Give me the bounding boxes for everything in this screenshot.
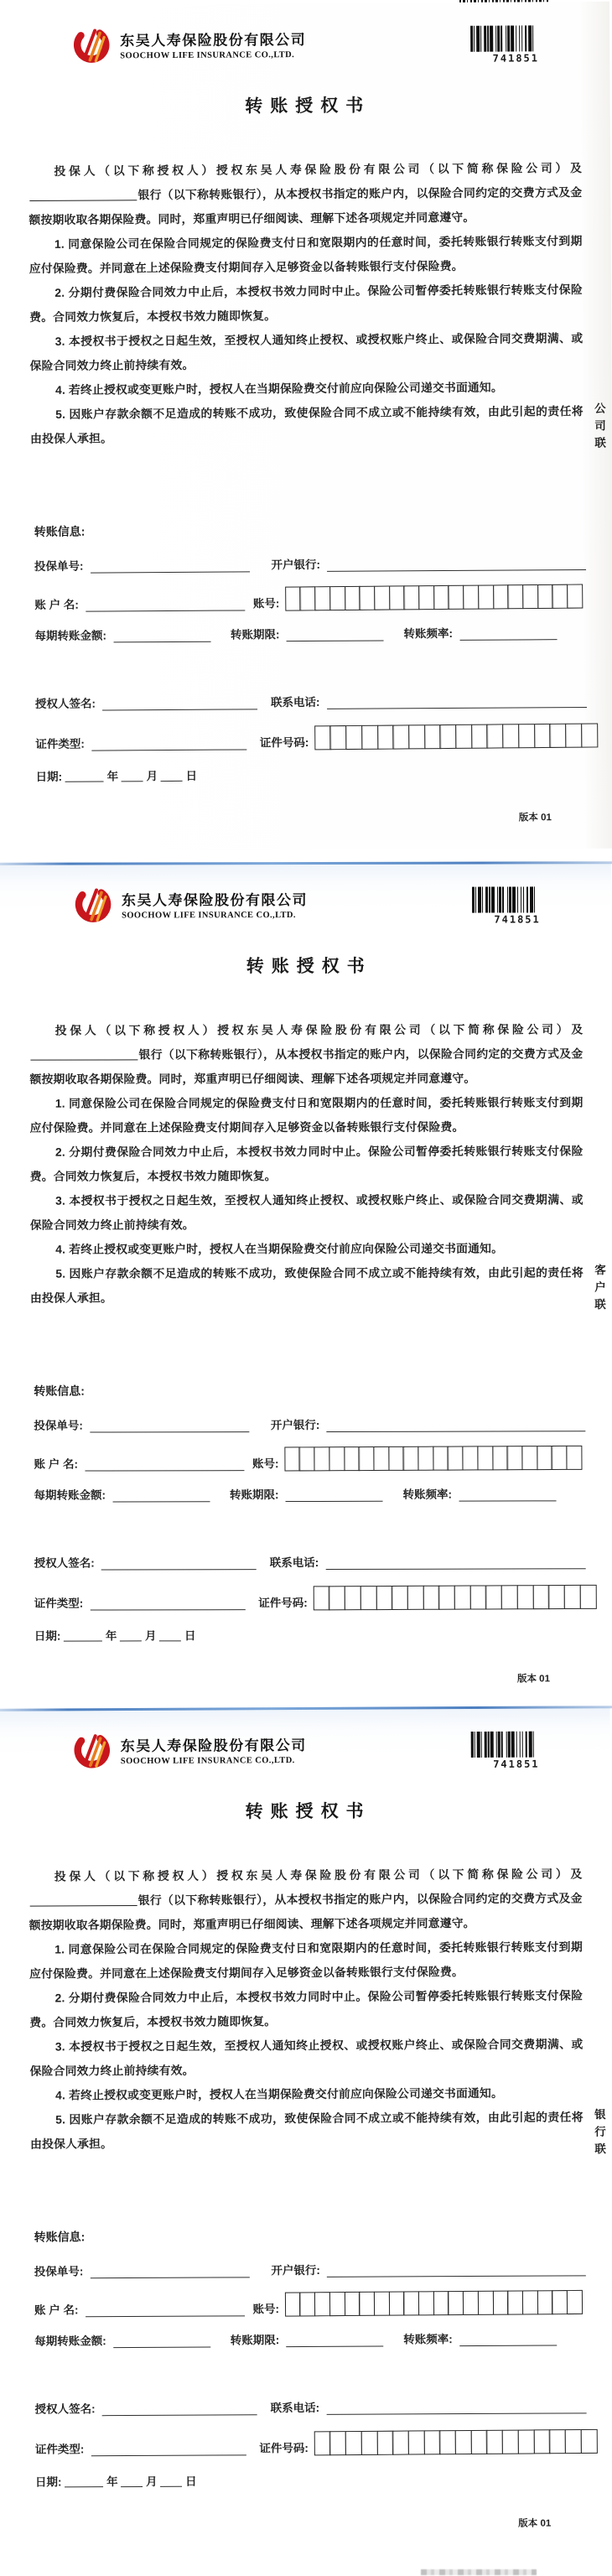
- digit-box: [424, 724, 441, 749]
- digit-box: [359, 1446, 375, 1471]
- company-name-block: [120, 28, 306, 60]
- digit-box: [359, 586, 375, 610]
- year-blank: [65, 2475, 103, 2487]
- intro-paragraph: [29, 1017, 583, 1091]
- digit-box: [537, 1446, 552, 1470]
- digit-box: [518, 2429, 535, 2454]
- clause-5: 5. 因账户存款余额不足造成的转账不成功，致使保险合同不成立或不能持续有效，由此引起的责任将由投保人承担。: [30, 2111, 583, 2151]
- page-header: [73, 883, 563, 926]
- digit-box: [448, 1446, 464, 1471]
- intro-paragraph: [29, 1862, 582, 1937]
- phone-blank: [325, 1554, 586, 1570]
- frequency-blank: [459, 625, 557, 641]
- id-type-label: 证件类型:: [35, 737, 85, 750]
- company-name-en: SOOCHOW LIFE INSURANCE CO.,LTD.: [120, 50, 295, 61]
- month-label: 月: [144, 1629, 157, 1643]
- signature-row: [34, 1552, 586, 1570]
- phone-blank: [326, 2398, 587, 2415]
- digit-box: [408, 724, 425, 749]
- digit-box: [439, 724, 456, 749]
- clause-5: 5. 因账户存款余额不足造成的转账不成功，致使保险合同不成立或不能持续有效，由此引起的责任将由投保人承担。: [30, 404, 583, 446]
- barcode: [472, 886, 563, 925]
- amount-row: [34, 623, 586, 643]
- amount-row: [34, 1484, 585, 1502]
- digit-box: [389, 585, 405, 610]
- digit-box: [549, 724, 566, 748]
- clause-4: 4. 若终止授权或变更账户时，授权人在当期保险费交付前应向保险公司递交书面通知。: [55, 381, 503, 397]
- digit-box: [502, 724, 519, 748]
- digit-box: [493, 584, 509, 609]
- digit-box: [567, 2290, 583, 2314]
- version-label: 版本 01: [516, 1674, 550, 1685]
- amount-blank: [113, 627, 210, 643]
- day-label: 日: [184, 1629, 196, 1643]
- date-row: [35, 764, 587, 784]
- digit-box: [552, 2290, 568, 2314]
- digit-box: [314, 725, 331, 750]
- policy-no-blank: [90, 557, 249, 573]
- soochow-logo-icon: [71, 24, 112, 65]
- account-name-blank: [85, 1456, 244, 1471]
- id-type-blank: [91, 735, 246, 750]
- soochow-logo-icon: [72, 1730, 112, 1770]
- digit-box: [549, 2429, 566, 2454]
- date-label: 日期:: [34, 1629, 61, 1643]
- digit-box: [345, 725, 362, 750]
- digit-box: [329, 586, 345, 610]
- bank-blank: [327, 2261, 586, 2277]
- year-label: 年: [106, 2475, 118, 2489]
- digit-box: [314, 1446, 329, 1471]
- digit-box: [502, 2430, 519, 2454]
- digit-box: [537, 2290, 553, 2314]
- account-name-label: 账 户 名:: [34, 598, 79, 611]
- clause-5: 5. 因账户存款余额不足造成的转账不成功，致使保险合同不成立或不能持续有效，由此引起的责任将由投保人承担。: [30, 1266, 583, 1305]
- signature-row: [35, 691, 587, 711]
- digit-box: [300, 586, 316, 610]
- amount-label: 每期转账金额:: [34, 629, 107, 642]
- digit-box: [345, 1586, 361, 1610]
- account-no-label: 账号:: [252, 1457, 279, 1471]
- month-blank: [121, 2475, 143, 2487]
- digit-box: [392, 2431, 409, 2455]
- digit-box: [534, 724, 551, 748]
- form-body-text: [29, 1862, 583, 2156]
- digit-box: [548, 1585, 565, 1609]
- digit-box: [532, 1585, 549, 1609]
- date-row: [35, 2470, 587, 2489]
- company-name-en: SOOCHOW LIFE INSURANCE CO.,LTD.: [122, 911, 296, 921]
- clause-2: 2. 分期付费保险合同效力中止后，本授权书效力同时中止。保险公司暂停委托转账银行转账支付保险费。合同效力恢复后，本授权书效力随即恢复。: [29, 1989, 583, 2029]
- intro-text-post: 银行（以下称转账银行），从本授权书指定的账户内，以保险合同约定的交费方式及金额按期收取各期保险费。同时，郑重声明已仔细阅读、理解下述各项规定并同意遵守。: [29, 185, 583, 227]
- signature-row: [35, 2397, 587, 2416]
- digit-box: [478, 2291, 494, 2315]
- digit-box: [392, 1586, 408, 1610]
- digit-box: [564, 1585, 581, 1609]
- digit-box: [581, 723, 598, 747]
- term-label: 转账期限:: [230, 2334, 280, 2347]
- term-blank: [286, 2332, 383, 2348]
- day-label: 日: [185, 769, 198, 782]
- month-label: 月: [146, 2475, 158, 2488]
- signature-section: [35, 691, 588, 784]
- clause-2: 2. 分期付费保险合同效力中止后，本授权书效力同时中止。保险公司暂停委托转账银行转账支付保险费。合同效力恢复后，本授权书效力随即恢复。: [29, 1145, 583, 1183]
- barcode-bars-icon: [472, 886, 563, 912]
- digit-box: [487, 724, 504, 748]
- id-type-label: 证件类型:: [34, 2443, 85, 2456]
- digit-box: [361, 2431, 378, 2455]
- digit-box: [522, 584, 538, 609]
- digit-box: [403, 2291, 419, 2315]
- digit-box: [403, 585, 419, 610]
- digit-box: [518, 724, 535, 748]
- digit-box: [469, 1585, 486, 1609]
- id-no-label: 证件号码:: [259, 2441, 309, 2455]
- frequency-blank: [459, 2331, 557, 2347]
- partial-page-bottom-edge: [421, 2569, 537, 2575]
- digit-box: [374, 586, 390, 610]
- id-no-label: 证件号码:: [258, 1596, 308, 1610]
- bank-name-blank: [30, 1894, 137, 1907]
- account-row: [34, 1446, 585, 1471]
- form-page: [0, 1707, 612, 2558]
- frequency-label: 转账频率:: [403, 2333, 453, 2346]
- bank-name-blank: [29, 189, 137, 201]
- digit-box: [507, 584, 523, 609]
- digit-box: [433, 1446, 449, 1471]
- signature-blank: [102, 2400, 257, 2416]
- policy-bank-row: [34, 1415, 585, 1432]
- amount-row: [34, 2329, 586, 2348]
- digit-box: [492, 1446, 508, 1470]
- intro-text-pre: 投保人（以下称授权人）授权东吴人寿保险股份有限公司（以下简称保险公司）及: [54, 1023, 583, 1037]
- account-no-boxes: [285, 1446, 582, 1472]
- digit-box: [374, 2292, 390, 2316]
- digit-box: [522, 2290, 538, 2314]
- form-page: [0, 2, 612, 852]
- company-name-block: [122, 888, 308, 920]
- account-no-label: 账号:: [252, 2303, 280, 2316]
- policy-bank-row: [34, 2259, 586, 2278]
- account-name-blank: [86, 595, 245, 611]
- id-type-blank: [90, 1595, 245, 1610]
- term-blank: [286, 626, 383, 641]
- digit-box: [579, 1585, 596, 1609]
- date-row: [34, 1625, 586, 1643]
- soochow-logo-icon: [73, 884, 113, 924]
- digit-box: [501, 1585, 518, 1609]
- transfer-info-title: 转账信息:: [34, 1384, 85, 1398]
- digit-box: [285, 2292, 301, 2316]
- id-type-label: 证件类型:: [34, 1597, 84, 1610]
- id-no-boxes: [314, 1585, 597, 1611]
- transfer-info-title: 转账信息:: [34, 2230, 86, 2244]
- barcode-number: 741851: [492, 52, 540, 65]
- digit-box: [284, 1446, 300, 1471]
- digit-box: [299, 1446, 315, 1471]
- digit-box: [552, 1446, 568, 1470]
- digit-box: [552, 584, 568, 609]
- signature-label: 授权人签名:: [34, 1556, 95, 1570]
- clause-2: 2. 分期付费保险合同效力中止后，本授权书效力同时中止。保险公司暂停委托转账银行转账支付保险费。合同效力恢复后，本授权书效力随即恢复。: [29, 283, 583, 325]
- month-blank: [122, 770, 143, 782]
- policy-no-label: 投保单号:: [34, 559, 84, 573]
- version-label: 版本 01: [518, 2518, 552, 2529]
- account-row: [34, 2290, 586, 2317]
- digit-box: [566, 1446, 582, 1470]
- company-logo: [73, 884, 308, 925]
- barcode-number: 741851: [493, 1758, 540, 1770]
- amount-blank: [113, 2333, 210, 2349]
- id-type-blank: [91, 2440, 246, 2456]
- account-no-boxes: [286, 584, 583, 611]
- barcode-number: 741851: [494, 913, 541, 926]
- digit-box: [344, 1446, 360, 1471]
- digit-box: [361, 725, 378, 750]
- clause-3: 3. 本授权书于授权之日起生效，至授权人通知终止授权、或授权账户终止、或保险合同交费期满、或保险合同效力终止前持续有效。: [29, 1193, 583, 1232]
- digit-box: [486, 2430, 503, 2454]
- company-logo: [71, 23, 306, 65]
- digit-box: [313, 1586, 329, 1610]
- clause-1: 1. 同意保险公司在保险合同规定的保险费支付日和宽限期内的任意时间，委托转账银行转账支付到期应付保险费。并同意在上述保险费支付期间存入足够资金以备转账银行支付保险费。: [29, 1940, 583, 1981]
- intro-text-pre: 投保人（以下称授权人）授权东吴人寿保险股份有限公司（以下简称保险公司）及: [54, 161, 583, 178]
- copy-label: 客户联: [592, 1264, 606, 1316]
- signature-blank: [101, 1555, 257, 1570]
- transfer-info-section: [34, 520, 587, 657]
- digit-box: [448, 2291, 464, 2315]
- digit-box: [537, 584, 553, 609]
- account-name-blank: [85, 2301, 244, 2317]
- company-name-cn: 东吴人寿保险股份有限公司: [120, 1737, 307, 1755]
- id-no-boxes: [315, 723, 598, 750]
- transfer-info-title: 转账信息:: [34, 524, 86, 538]
- digit-box: [345, 2431, 362, 2455]
- digit-box: [377, 725, 394, 750]
- digit-box: [314, 2431, 330, 2455]
- digit-box: [373, 1446, 389, 1471]
- digit-box: [403, 1446, 419, 1471]
- digit-box: [418, 1446, 433, 1471]
- bank-name-blank: [30, 1048, 137, 1060]
- phone-label: 联系电话:: [270, 2401, 320, 2415]
- digit-box: [533, 2429, 550, 2454]
- digit-box: [438, 1586, 455, 1610]
- digit-box: [477, 1446, 493, 1470]
- digit-box: [314, 586, 330, 610]
- digit-box: [360, 1586, 377, 1610]
- frequency-label: 转账频率:: [403, 626, 454, 641]
- id-no-boxes: [315, 2429, 598, 2456]
- company-name-block: [121, 1733, 307, 1766]
- digit-box: [507, 2290, 523, 2314]
- intro-paragraph: [29, 156, 583, 232]
- account-name-label: 账 户 名:: [34, 1457, 78, 1471]
- digit-box: [314, 2292, 330, 2316]
- barcode: [471, 1732, 562, 1771]
- signature-blank: [102, 694, 257, 710]
- digit-box: [388, 1446, 404, 1471]
- digit-box: [567, 584, 583, 609]
- company-logo: [72, 1729, 307, 1770]
- digit-box: [507, 1446, 523, 1470]
- digit-box: [478, 584, 494, 609]
- clause-4: 4. 若终止授权或变更账户时，授权人在当期保险费交付前应向保险公司递交书面通知。: [55, 2086, 503, 2102]
- digit-box: [299, 2292, 315, 2316]
- form-title: 转账授权书: [245, 1801, 371, 1822]
- phone-label: 联系电话:: [269, 1555, 319, 1570]
- digit-box: [418, 2291, 434, 2315]
- year-blank: [65, 770, 104, 782]
- account-no-label: 账号:: [252, 597, 280, 610]
- digit-box: [433, 585, 449, 610]
- clause-3: 3. 本授权书于授权之日起生效，至授权人通知终止授权、或授权账户终止、或保险合同交费期满、或保险合同效力终止前持续有效。: [29, 2038, 583, 2078]
- barcode-bars-icon: [471, 1732, 562, 1758]
- year-label: 年: [106, 770, 119, 783]
- policy-no-label: 投保单号:: [34, 2265, 84, 2278]
- digit-box: [471, 724, 488, 749]
- digit-box: [580, 2429, 597, 2454]
- clause-4: 4. 若终止授权或变更账户时，授权人在当期保险费交付前应向保险公司递交书面通知。: [55, 1242, 504, 1256]
- transfer-info-section: [34, 1381, 585, 1516]
- term-label: 转账期限:: [230, 628, 280, 641]
- term-blank: [285, 1487, 382, 1502]
- intro-text-post: 银行（以下称转账银行），从本授权书指定的账户内，以保险合同约定的交费方式及金额按期收取各期保险费。同时，郑重声明已仔细阅读、理解下述各项规定并同意遵守。: [29, 1892, 583, 1932]
- digit-box: [455, 724, 472, 749]
- company-name-en: SOOCHOW LIFE INSURANCE CO.,LTD.: [120, 1756, 295, 1767]
- signature-label: 授权人签名:: [34, 697, 96, 710]
- digit-box: [330, 725, 347, 750]
- page-header: [72, 1728, 562, 1773]
- form-title: 转账授权书: [246, 956, 372, 977]
- barcode: [470, 25, 561, 65]
- date-label: 日期:: [35, 770, 63, 783]
- year-blank: [64, 1630, 102, 1642]
- day-blank: [160, 2475, 182, 2487]
- clause-3: 3. 本授权书于授权之日起生效，至授权人通知终止授权、或授权账户终止、或保险合同交费期满、或保险合同效力终止前持续有效。: [29, 331, 583, 373]
- digit-box: [359, 2292, 375, 2316]
- id-no-label: 证件号码:: [259, 735, 309, 750]
- form-title: 转账授权书: [245, 96, 371, 117]
- copy-label: 公司联: [592, 402, 606, 454]
- digit-box: [329, 1446, 345, 1471]
- digit-box: [423, 1586, 439, 1610]
- digit-box: [433, 2291, 449, 2315]
- digit-box: [345, 586, 360, 610]
- policy-no-label: 投保单号:: [34, 1419, 83, 1432]
- digit-box: [329, 1586, 345, 1610]
- signature-section: [34, 1552, 586, 1643]
- policy-bank-row: [34, 553, 586, 574]
- frequency-blank: [459, 1486, 556, 1501]
- account-no-boxes: [286, 2290, 583, 2317]
- company-name-cn: 东吴人寿保险股份有限公司: [122, 891, 309, 909]
- form-body-text: [29, 1017, 583, 1310]
- bank-blank: [326, 1416, 585, 1432]
- bank-label: 开户银行:: [271, 2263, 320, 2277]
- intro-text-post: 银行（以下称转账银行），从本授权书指定的账户内，以保险合同约定的交费方式及金额按期收取各期保险费。同时，郑重声明已仔细阅读、理解下述各项规定并同意遵守。: [29, 1047, 583, 1086]
- policy-no-blank: [90, 1417, 249, 1432]
- clause-1: 1. 同意保险公司在保险合同规定的保险费支付日和宽限期内的任意时间，委托转账银行转账支付到期应付保险费。并同意在上述保险费支付期间存入足够资金以备转账银行支付保险费。: [29, 1096, 583, 1135]
- signature-section: [35, 2397, 588, 2489]
- month-blank: [120, 1629, 142, 1641]
- policy-no-blank: [90, 2262, 249, 2278]
- digit-box: [454, 1586, 471, 1610]
- copy-label: 银行联: [592, 2108, 606, 2160]
- id-row: [35, 724, 587, 751]
- phone-label: 联系电话:: [270, 695, 320, 709]
- day-label: 日: [185, 2475, 197, 2488]
- month-label: 月: [146, 770, 158, 783]
- company-name-cn: 东吴人寿保险股份有限公司: [120, 31, 307, 49]
- version-label: 版本 01: [518, 813, 552, 823]
- form-body-text: [29, 156, 583, 451]
- digit-box: [285, 586, 301, 610]
- digit-box: [565, 2429, 582, 2454]
- digit-box: [389, 2292, 405, 2316]
- day-blank: [159, 1629, 181, 1641]
- clause-1: 1. 同意保险公司在保险合同规定的保险费支付日和宽限期内的任意时间，委托转账银行转账支付到期应付保险费。并同意在上述保险费支付期间存入足够资金以备转账银行支付保险费。: [29, 234, 583, 276]
- bank-label: 开户银行:: [270, 1418, 320, 1432]
- day-blank: [161, 770, 183, 782]
- digit-box: [407, 1586, 424, 1610]
- amount-blank: [112, 1487, 210, 1502]
- date-label: 日期:: [34, 2475, 62, 2489]
- phone-blank: [326, 693, 587, 709]
- year-label: 年: [105, 1629, 117, 1643]
- digit-box: [463, 2291, 479, 2315]
- digit-box: [439, 2430, 456, 2454]
- amount-label: 每期转账金额:: [34, 2334, 106, 2348]
- digit-box: [408, 2430, 425, 2454]
- digit-box: [492, 2291, 508, 2315]
- digit-box: [418, 585, 434, 610]
- page-header: [71, 22, 561, 67]
- signature-label: 授权人签名:: [34, 2402, 96, 2416]
- bank-label: 开户银行:: [271, 558, 321, 572]
- digit-box: [376, 1586, 392, 1610]
- digit-box: [565, 724, 582, 748]
- intro-text-pre: 投保人（以下称授权人）授权东吴人寿保险股份有限公司（以下简称保险公司）及: [54, 1867, 583, 1883]
- digit-box: [329, 2431, 346, 2455]
- digit-box: [376, 2431, 393, 2455]
- id-row: [34, 1585, 586, 1610]
- digit-box: [521, 1446, 537, 1470]
- bank-blank: [327, 555, 586, 572]
- form-page: [0, 863, 612, 1711]
- amount-label: 每期转账金额:: [34, 1488, 106, 1502]
- digit-box: [470, 2430, 487, 2454]
- digit-box: [463, 585, 479, 610]
- digit-box: [449, 585, 464, 610]
- digit-box: [517, 1585, 534, 1609]
- account-name-label: 账 户 名:: [34, 2303, 79, 2317]
- id-row: [35, 2429, 587, 2456]
- digit-box: [392, 724, 409, 749]
- digit-box: [329, 2292, 345, 2316]
- digit-box: [455, 2430, 472, 2454]
- digit-box: [485, 1585, 502, 1609]
- digit-box: [423, 2430, 440, 2454]
- transfer-info-section: [34, 2225, 587, 2362]
- barcode-bars-icon: [470, 25, 561, 52]
- digit-box: [344, 2292, 360, 2316]
- frequency-label: 转账频率:: [402, 1488, 453, 1501]
- account-row: [34, 584, 586, 612]
- term-label: 转账期限:: [230, 1488, 279, 1502]
- digit-box: [462, 1446, 478, 1470]
